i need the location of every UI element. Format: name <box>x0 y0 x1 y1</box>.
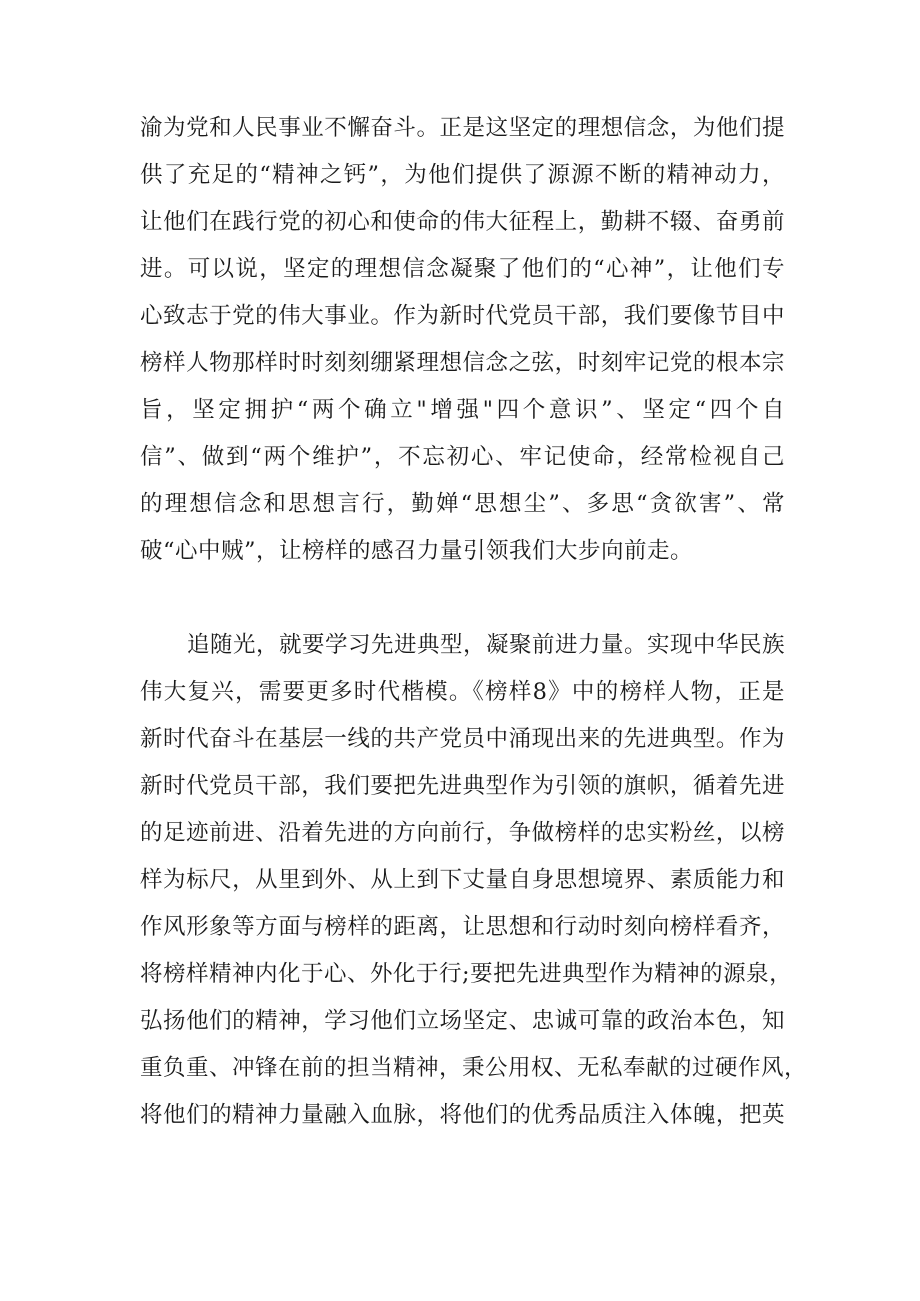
text-line: 样为标尺，从里到外、从上到下丈量自身思想境界、素质能力和 <box>140 867 785 893</box>
text-line: 破“心中贼”，让榜样的感召力量引领我们大步向前走。 <box>140 538 694 564</box>
text-line: 将他们的精神力量融入血脉，将他们的优秀品质注入体魄，把英 <box>140 1102 785 1128</box>
text-line: 信”、做到“两个维护”，不忘初心、牢记使命，经常检视自己 <box>140 444 785 470</box>
text-line: 伟大复兴，需要更多时代楷模。《榜样8》中的榜样人物，正是 <box>140 679 785 705</box>
text-line: 旨，坚定拥护“两个确立"增强"四个意识”、坚定“四个自 <box>140 397 785 423</box>
text-line: 渝为党和人民事业不懈奋斗。正是这坚定的理想信念，为他们提 <box>140 115 785 141</box>
text-line: 作风形象等方面与榜样的距离，让思想和行动时刻向榜样看齐， <box>140 914 785 940</box>
text-line: 新时代奋斗在基层一线的共产党员中涌现出来的先进典型。作为 <box>140 726 785 752</box>
text-line: 的理想信念和思想言行，勤婵“思想尘”、多思“贪欲害”、常 <box>140 491 785 517</box>
text-line: 追随光，就要学习先进典型，凝聚前进力量。实现中华民族 <box>187 632 786 658</box>
text-line: 将榜样精神内化于心、外化于行;要把先进典型作为精神的源泉， <box>140 961 793 987</box>
paragraph-role-models <box>140 622 808 1139</box>
text-line: 进。可以说，坚定的理想信念凝聚了他们的“心神”，让他们专 <box>140 256 785 282</box>
text-line: 新时代党员干部，我们要把先进典型作为引领的旗帜，循着先进 <box>140 773 785 799</box>
text-line: 供了充足的“精神之钙”，为他们提供了源源不断的精神动力， <box>140 162 785 188</box>
text-line: 弘扬他们的精神，学习他们立场坚定、忠诚可靠的政治本色，知 <box>140 1008 785 1034</box>
text-line: 重负重、冲锋在前的担当精神，秉公用权、无私奉献的过硬作风， <box>140 1055 808 1081</box>
text-line: 让他们在践行党的初心和使命的伟大征程上，勤耕不辍、奋勇前 <box>140 209 785 235</box>
text-line: 榜样人物那样时时刻刻绷紧理想信念之弦，时刻牢记党的根本宗 <box>140 350 785 376</box>
text-line: 心致志于党的伟大事业。作为新时代党员干部，我们要像节目中 <box>140 303 785 329</box>
paragraph-ideals <box>140 105 785 575</box>
text-line: 的足迹前进、沿着先进的方向前行，争做榜样的忠实粉丝，以榜 <box>140 820 785 846</box>
